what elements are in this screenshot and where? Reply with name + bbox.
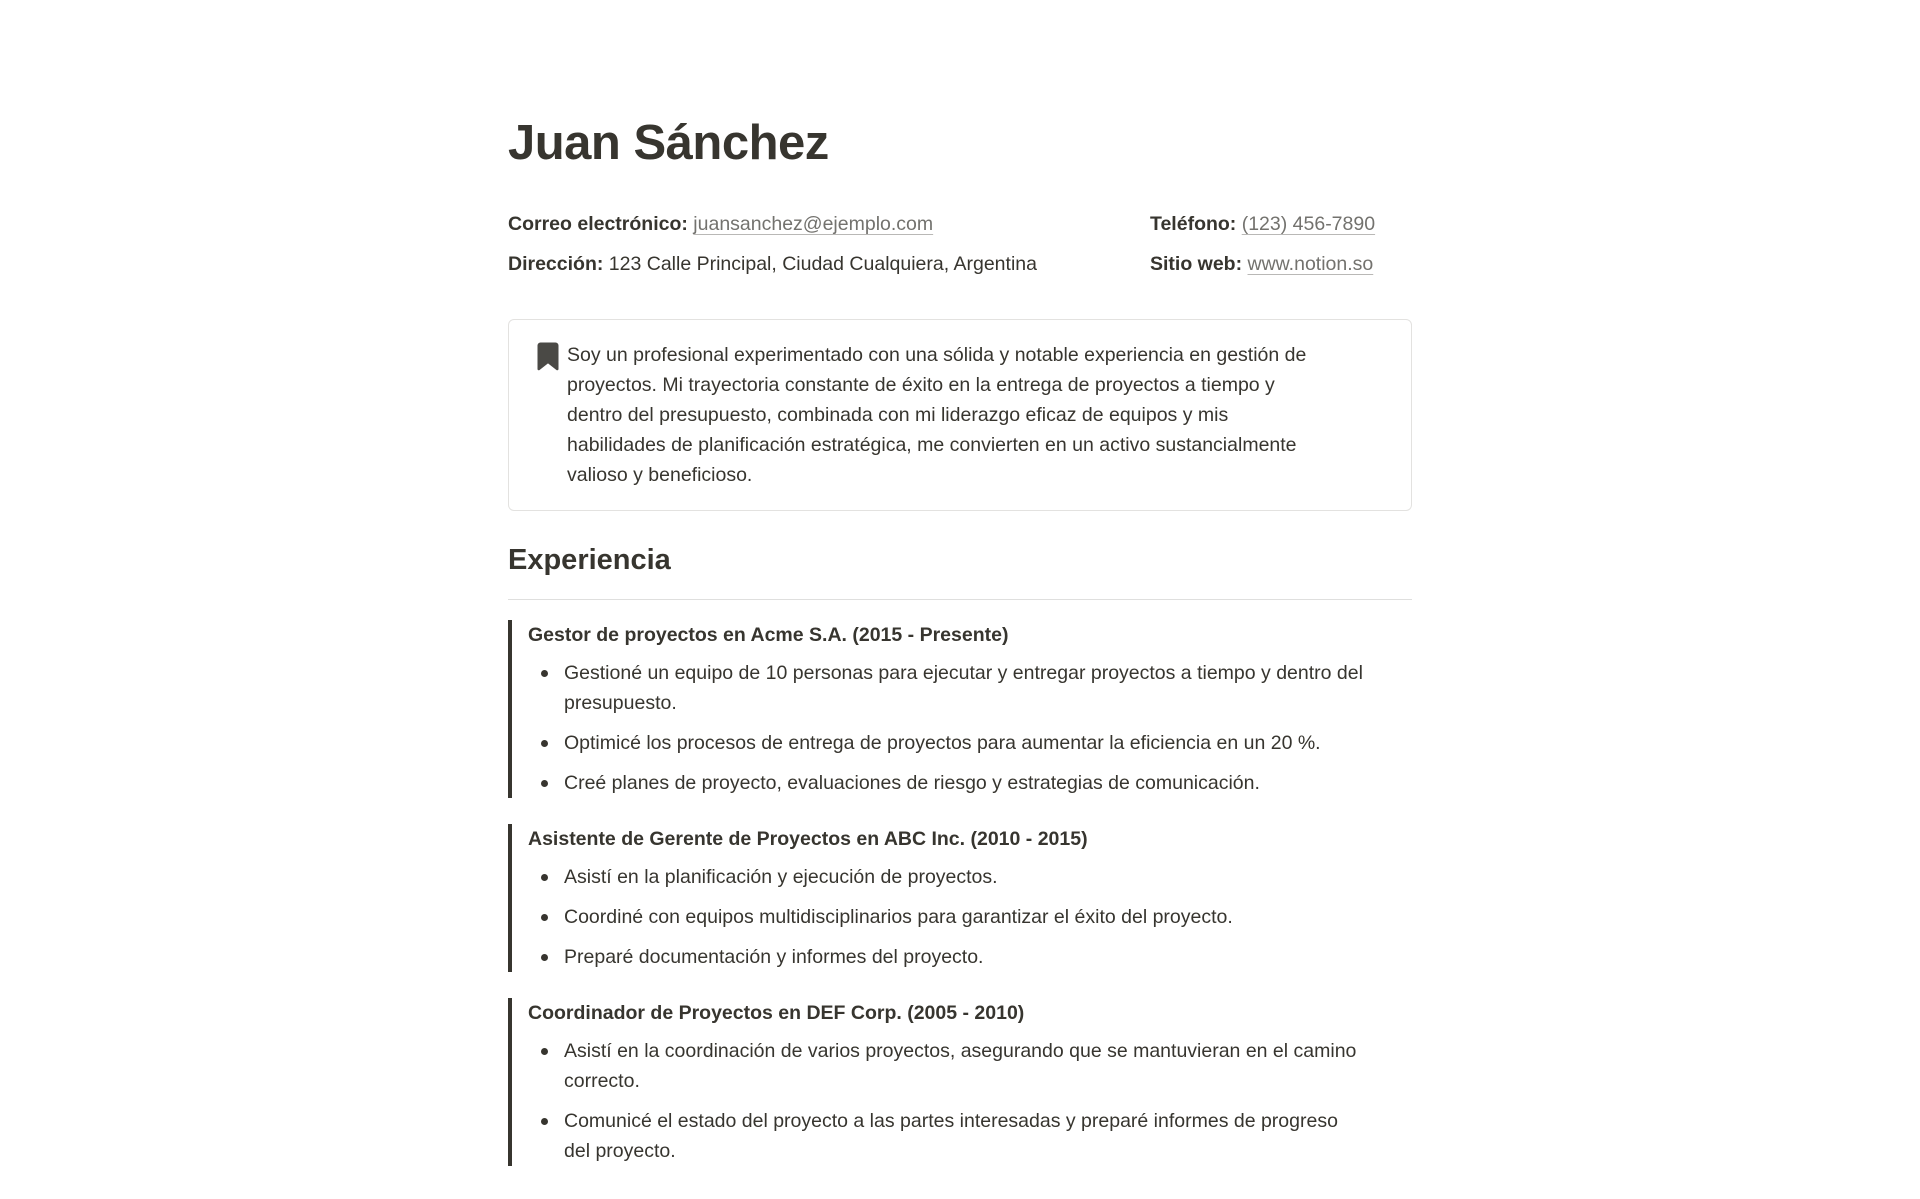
job-title: Asistente de Gerente de Proyectos en ABC Inc. (2010 - 2015) <box>528 828 1088 850</box>
job-bullet <box>528 942 1412 972</box>
summary-text: Soy un profesional experimentado con una sólida y notable experiencia en gestión de proyectos. Mi trayectoria constante de éxito en la entrega de proyectos a tiempo y dentro del presupuesto, combinada con mi liderazgo eficaz de equipos y mis habilidades de planificación estratégica, me convierten en un activo sustancialmente valioso y beneficioso. <box>567 344 1307 486</box>
bullet-dot-icon <box>541 954 548 961</box>
job-entry <box>508 824 1412 972</box>
bullet-dot-icon <box>541 874 548 881</box>
bullet-text: Comunicé el estado del proyecto a las partes interesadas y preparé informes de progreso del proyecto. <box>564 1110 1338 1162</box>
address-value: 123 Calle Principal, Ciudad Cualquiera, Argentina <box>608 253 1037 275</box>
bullet-text: Asistí en la coordinación de varios proyectos, asegurando que se mantuvieran en el camino correcto. <box>564 1040 1357 1092</box>
contact-website-row <box>1150 249 1412 279</box>
contact-column-left <box>508 209 1068 289</box>
website-label: Sitio web: <box>1150 253 1243 275</box>
bullet-text: Creé planes de proyecto, evaluaciones de riesgo y estrategias de comunicación. <box>564 772 1260 794</box>
job-title: Gestor de proyectos en Acme S.A. (2015 - Presente) <box>528 624 1009 646</box>
page-title: Juan Sánchez <box>508 116 829 170</box>
experience-heading: Experiencia <box>508 544 671 576</box>
experience-list <box>508 620 1412 1166</box>
bullet-dot-icon <box>541 1118 548 1125</box>
job-bullet <box>528 862 1412 892</box>
bullet-text: Preparé documentación y informes del proyecto. <box>564 946 984 968</box>
job-title: Coordinador de Proyectos en DEF Corp. (2005 - 2010) <box>528 1002 1025 1024</box>
website-link[interactable]: www.notion.so <box>1247 253 1374 275</box>
contact-address-row <box>508 249 1068 279</box>
job-bullet <box>528 902 1412 932</box>
contact-section <box>508 209 1412 289</box>
job-bullet <box>528 1036 1412 1096</box>
job-bullet <box>528 768 1412 798</box>
bullet-text: Asistí en la planificación y ejecución de proyectos. <box>564 866 998 888</box>
contact-column-right <box>1150 209 1412 289</box>
bullet-dot-icon <box>541 1048 548 1055</box>
phone-link[interactable]: (123) 456-7890 <box>1241 213 1376 235</box>
bookmark-icon <box>537 342 559 376</box>
email-link[interactable]: juansanchez@ejemplo.com <box>693 213 934 235</box>
job-bullet-list <box>528 862 1412 972</box>
bullet-text: Gestioné un equipo de 10 personas para ejecutar y entregar proyectos a tiempo y dentro del presupuesto. <box>564 662 1363 714</box>
job-entry <box>508 620 1412 798</box>
resume-page <box>508 0 1412 1166</box>
address-label: Dirección: <box>508 253 604 275</box>
bullet-dot-icon <box>541 780 548 787</box>
bullet-dot-icon <box>541 670 548 677</box>
bullet-text: Optimicé los procesos de entrega de proyectos para aumentar la eficiencia en un 20 %. <box>564 732 1321 754</box>
job-bullet-list <box>528 1036 1412 1166</box>
section-divider <box>508 599 1412 600</box>
job-bullet <box>528 1106 1412 1166</box>
bullet-text: Coordiné con equipos multidisciplinarios para garantizar el éxito del proyecto. <box>564 906 1233 928</box>
summary-callout <box>508 319 1412 511</box>
contact-phone-row <box>1150 209 1412 239</box>
bullet-dot-icon <box>541 740 548 747</box>
bullet-dot-icon <box>541 914 548 921</box>
job-bullet-list <box>528 658 1412 798</box>
job-bullet <box>528 658 1412 718</box>
job-entry <box>508 998 1412 1166</box>
email-label: Correo electrónico: <box>508 213 688 235</box>
phone-label: Teléfono: <box>1150 213 1237 235</box>
contact-email-row <box>508 209 1068 239</box>
job-bullet <box>528 728 1412 758</box>
